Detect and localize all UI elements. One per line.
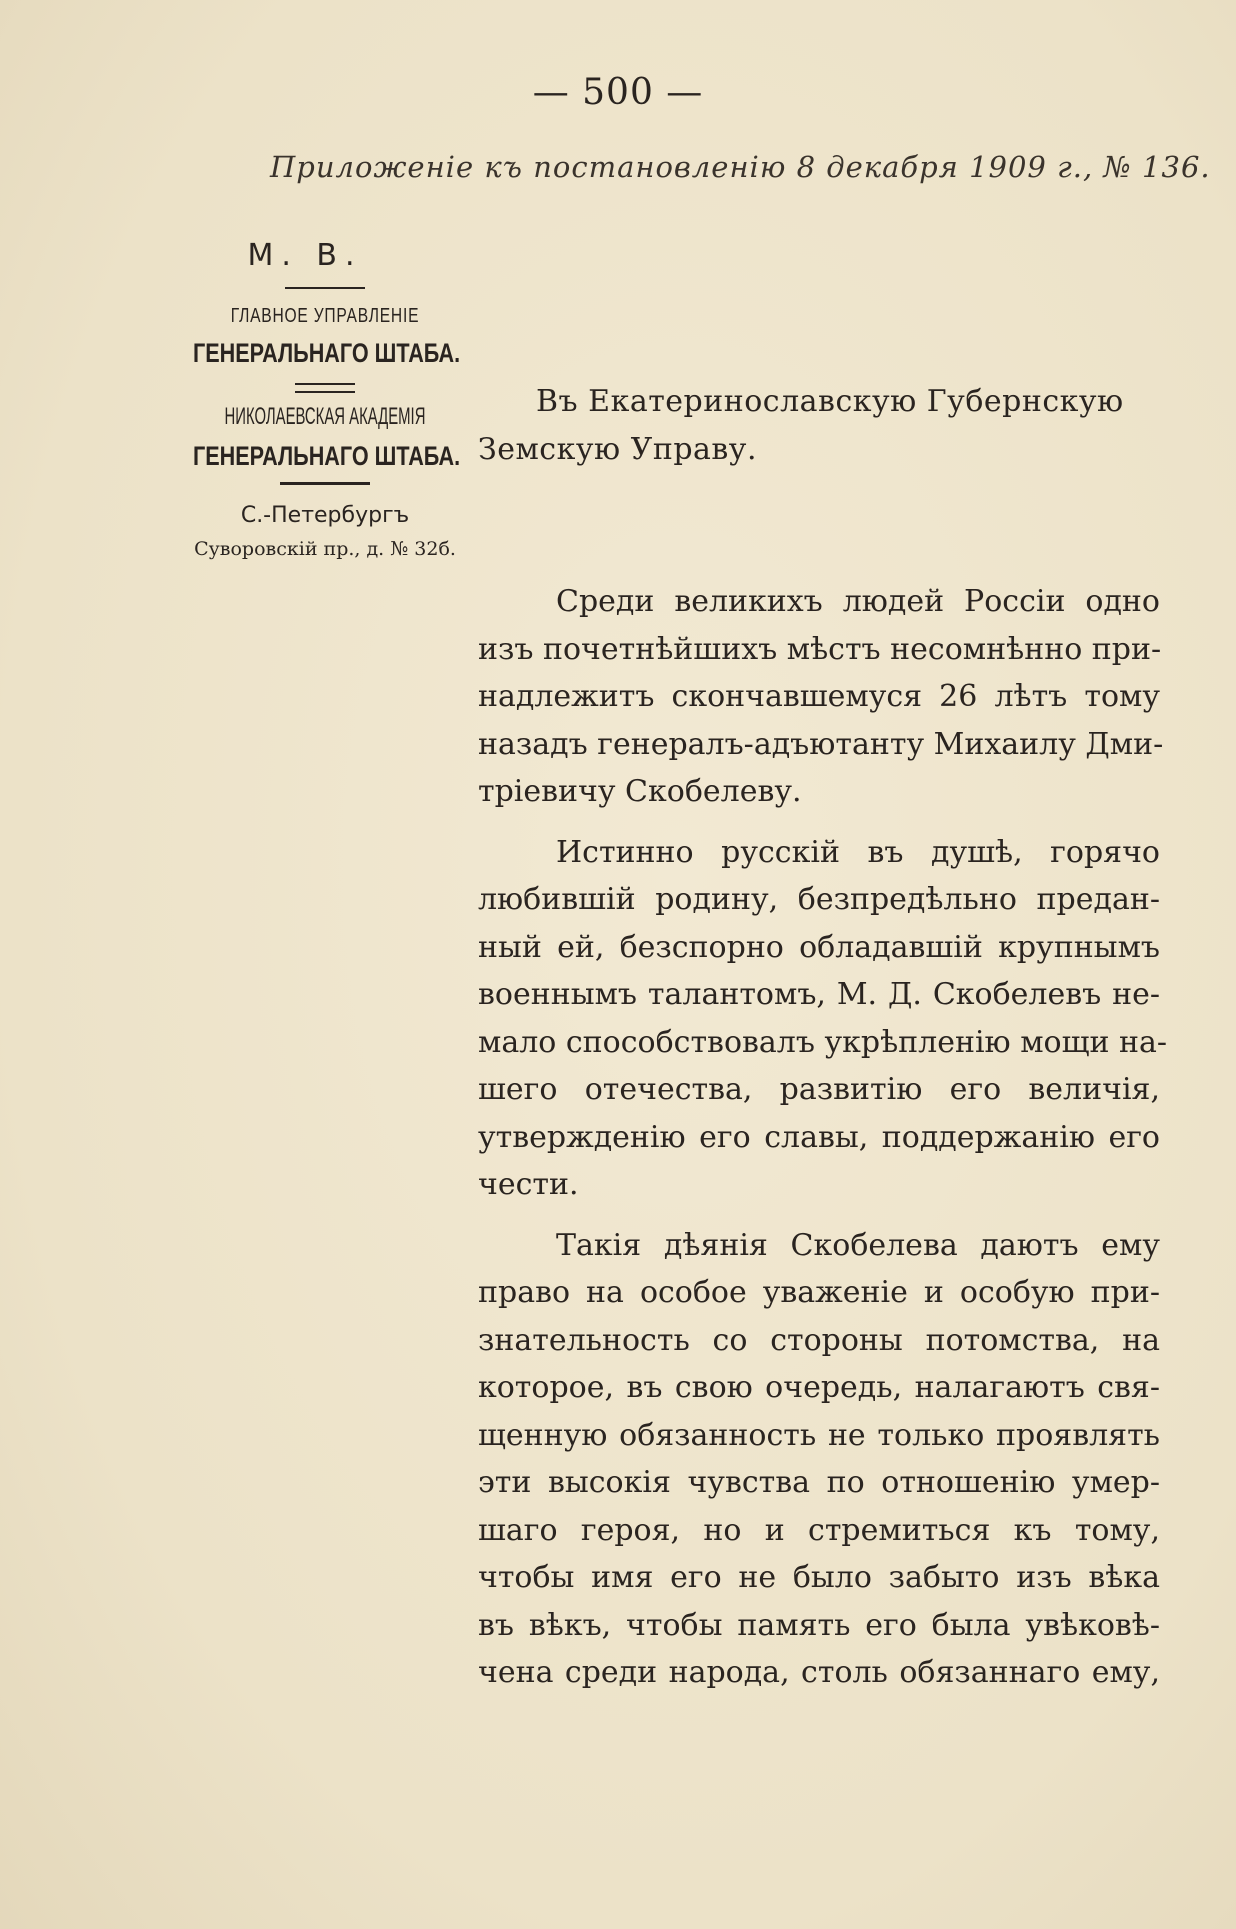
text-line: которое, въ свою очередь, налагаютъ свя- [478,1370,1160,1405]
text-line: трiевичу Скобелеву. [478,774,802,809]
text-line: знательность со стороны потомства, на [478,1322,1160,1358]
paragraph-3 [478,1222,1160,1697]
divider [285,287,365,289]
text-line: Среди великихъ людей Россiи одно [556,584,1160,619]
text-line: Истинно русскiй въ душѣ, горячо [556,834,1160,870]
text-line: ный ей, безспорно обладавшiй крупнымъ [478,929,1160,965]
letterhead-general-staff: ГЕНЕРАЛЬНАГО ШТАБА. [193,338,461,368]
text-line: эти высокiя чувства по отношенiю умер- [478,1465,1160,1500]
text-line: чтобы имя его не было забыто изъ вѣка [478,1560,1160,1595]
text-line: утвержденiю его славы, поддержанiю его [478,1119,1160,1155]
text-line: военнымъ талантомъ, М. Д. Скобелевъ не- [478,977,1160,1012]
letter-body [478,578,1168,1710]
text-line: изъ почетнѣйшихъ мѣстъ несомнѣнно при- [478,631,1162,667]
letterhead-address: Суворовскiй пр., д. № 32б. [194,538,456,560]
recipient-block [478,378,1158,474]
letterhead-academy-staff: ГЕНЕРАЛЬНАГО ШТАБА. [193,441,461,471]
text-line: надлежитъ скончавшемуся 26 лѣтъ тому [478,679,1160,714]
text-line: право на особое уваженiе и особую при- [478,1275,1160,1310]
text-line: шаго героя, но и стремиться къ тому, [478,1512,1160,1548]
paragraph-1 [478,578,1164,816]
letterhead-directorate: ГЛАВНОЕ УПРАВЛЕНIЕ [230,305,420,327]
letterhead [160,238,490,560]
letterhead-city: С.-Петербургъ [240,503,410,528]
text-line: щенную обязанность не только проявлять [478,1417,1160,1453]
text-line: чена среди народа, столь обязаннаго ему, [478,1655,1160,1690]
text-line: Такiя дѣянiя Скобелева даютъ ему [556,1227,1160,1263]
appendix-line: Приложенiе къ постановленiю 8 декабря 1909 г., № 136. [270,150,1211,184]
text-line: въ вѣкъ, чтобы память его была увѣковѣ- [478,1607,1160,1643]
page-number: — 500 — [532,72,704,113]
text-line: любившiй родину, безпредѣльно предан- [478,882,1160,917]
thick-divider [280,482,370,485]
letterhead-initials: М. В. [247,238,363,273]
recipient-line-1: Въ Екатеринославскую Губернскую [536,384,1124,419]
text-line: мало способствовалъ укрѣпленiю мощи на- [478,1024,1168,1060]
text-line: шего отечества, развитiю его величiя, [478,1072,1160,1107]
text-line: назадъ генералъ-адъютанту Михаилу Дми- [478,726,1164,762]
recipient-line-2: Земскую Управу. [478,432,757,467]
text-line: чести. [478,1167,579,1202]
paragraph-2 [478,829,1168,1209]
letterhead-academy: НИКОЛАЕВСКАЯ АКАДЕМIЯ [224,403,426,430]
double-divider [295,383,355,393]
